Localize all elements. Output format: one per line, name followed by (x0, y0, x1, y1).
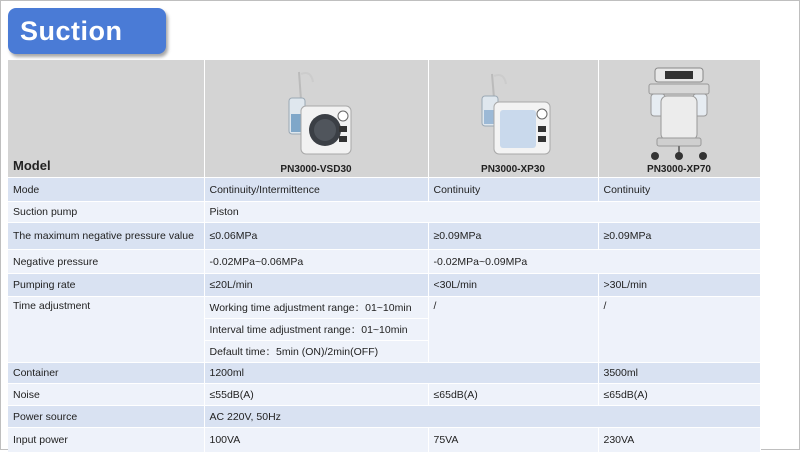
table-row (8, 297, 760, 319)
row-label-time-adjustment: Time adjustment (8, 297, 204, 363)
product-name-vsd30: PN3000-VSD30 (280, 164, 352, 175)
cell-neg-pressure-xp: -0.02MPa~0.09MPa (428, 250, 760, 274)
cell-default-time: Default time：5min (ON)/2min(OFF) (204, 341, 428, 363)
cell-pumping-rate-xp30: <30L/min (428, 274, 598, 297)
table-row (8, 428, 760, 453)
cell-max-pressure-xp30: ≥0.09MPa (428, 223, 598, 250)
table-row (8, 363, 760, 384)
cell-noise-xp70: ≤65dB(A) (598, 384, 760, 406)
cell-noise-xp30: ≤65dB(A) (428, 384, 598, 406)
cell-container-small: 1200ml (204, 363, 598, 384)
cell-container-large: 3500ml (598, 363, 760, 384)
suction-unit-xp70-trolley-image (639, 66, 719, 162)
cell-input-power-xp70: 230VA (598, 428, 760, 453)
cell-mode-xp30: Continuity (428, 178, 598, 202)
product-name-xp30: PN3000-XP30 (481, 164, 545, 175)
row-label-pump: Suction pump (8, 202, 204, 223)
product-cell-xp70 (598, 60, 760, 178)
cell-neg-pressure-vsd30: -0.02MPa~0.06MPa (204, 250, 428, 274)
row-label-input-power: Input power (8, 428, 204, 453)
cell-max-pressure-xp70: ≥0.09MPa (598, 223, 760, 250)
spec-table (8, 60, 761, 453)
suction-unit-vsd30-image (271, 70, 361, 162)
cell-time-adj-xp30: / (428, 297, 598, 363)
cell-working-time: Working time adjustment range：01~10min (204, 297, 428, 319)
table-row (8, 274, 760, 297)
cell-pumping-rate-xp70: >30L/min (598, 274, 760, 297)
table-row (8, 223, 760, 250)
slide-title: Suction (8, 8, 166, 54)
model-header: Model (8, 60, 204, 178)
row-label-mode: Mode (8, 178, 204, 202)
row-label-noise: Noise (8, 384, 204, 406)
cell-power-source-all: AC 220V, 50Hz (204, 406, 760, 428)
cell-time-adj-xp70: / (598, 297, 760, 363)
cell-noise-vsd30: ≤55dB(A) (204, 384, 428, 406)
table-row (8, 250, 760, 274)
cell-interval-time: Interval time adjustment range：01~10min (204, 319, 428, 341)
cell-mode-xp70: Continuity (598, 178, 760, 202)
table-row (8, 202, 760, 223)
cell-pump-all: Piston (204, 202, 760, 223)
table-row (8, 178, 760, 202)
table-row (8, 384, 760, 406)
product-name-xp70: PN3000-XP70 (647, 164, 711, 175)
table-row (8, 406, 760, 428)
cell-pumping-rate-vsd30: ≤20L/min (204, 274, 428, 297)
row-label-pumping-rate: Pumping rate (8, 274, 204, 297)
cell-input-power-vsd30: 100VA (204, 428, 428, 453)
product-cell-vsd30 (204, 60, 428, 178)
cell-max-pressure-vsd30: ≤0.06MPa (204, 223, 428, 250)
cell-input-power-xp30: 75VA (428, 428, 598, 453)
cell-mode-vsd30: Continuity/Intermittence (204, 178, 428, 202)
table-header-row (8, 60, 760, 178)
row-label-neg-pressure: Negative pressure (8, 250, 204, 274)
suction-unit-xp30-image (468, 70, 558, 162)
row-label-container: Container (8, 363, 204, 384)
row-label-power-source: Power source (8, 406, 204, 428)
product-cell-xp30 (428, 60, 598, 178)
row-label-max-pressure: The maximum negative pressure value (8, 223, 204, 250)
